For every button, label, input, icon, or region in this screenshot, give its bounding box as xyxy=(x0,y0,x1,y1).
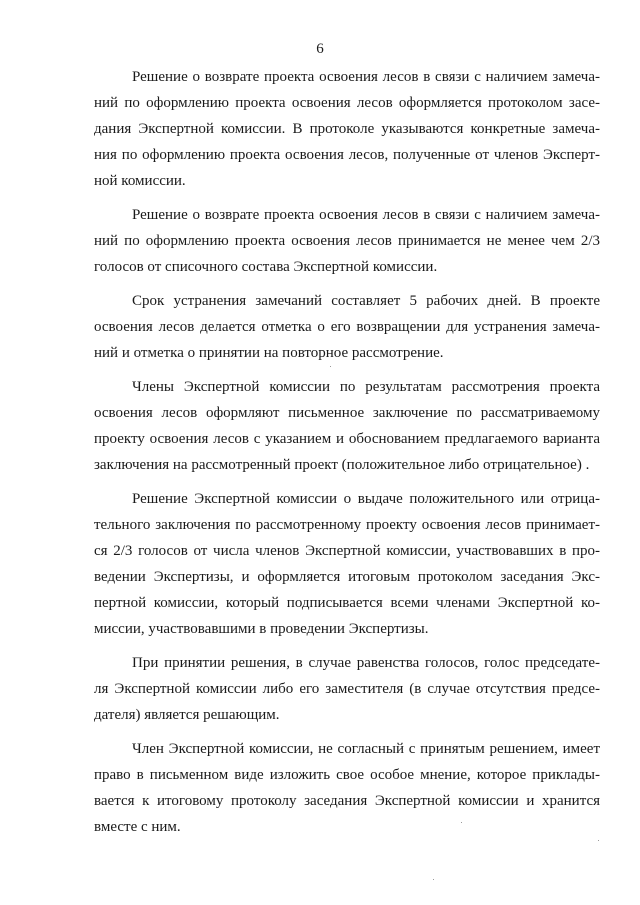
text-line: право в письменном виде изложить свое особое мнение, которое приклады- xyxy=(94,767,600,783)
text-line: дания Экспертной комиссии. В протоколе указываются конкретные замеча- xyxy=(94,121,600,137)
text-line: ной комиссии. xyxy=(94,173,186,189)
text-line: голосов от списочного состава Экспертной комиссии. xyxy=(94,259,438,275)
text-line: миссии, участвовавшими в проведении Экспертизы. xyxy=(94,621,429,637)
text-line: Срок устранения замечаний составляет 5 рабочих дней. В проекте xyxy=(132,293,600,309)
text-line: ний и отметка о принятии на повторное рассмотрение. xyxy=(94,345,444,361)
text-line: Решение о возврате проекта освоения лесов в связи с наличием замеча- xyxy=(132,69,600,85)
paragraph-1 xyxy=(94,64,600,194)
text-line: ся 2/3 голосов от числа членов Экспертной комиссии, участвовавших в про- xyxy=(94,543,600,559)
scan-speck xyxy=(330,366,331,367)
text-line: Решение о возврате проекта освоения лесов в связи с наличием замеча- xyxy=(132,207,600,223)
paragraph-4 xyxy=(94,374,600,478)
text-line: вается к итоговому протоколу заседания Экспертной комиссии и хранится xyxy=(94,793,600,809)
paragraph-5 xyxy=(94,486,600,642)
text-line: проекту освоения лесов с указанием и обоснованием предлагаемого варианта xyxy=(94,431,600,447)
body-text xyxy=(94,64,600,848)
page-number: 6 xyxy=(316,41,324,57)
scan-speck xyxy=(598,840,599,841)
paragraph-2 xyxy=(94,202,600,280)
scan-speck xyxy=(433,879,434,880)
text-line: пертной комиссии, который подписывается всеми членами Экспертной ко- xyxy=(94,595,600,611)
text-line: освоения лесов делается отметка о его возвращении для устранения замеча- xyxy=(94,319,600,335)
text-line: Член Экспертной комиссии, не согласный с принятым решением, имеет xyxy=(132,741,600,757)
text-line: Решение Экспертной комиссии о выдаче положительного или отрица- xyxy=(132,491,600,507)
paragraph-3 xyxy=(94,288,600,366)
text-line: освоения лесов оформляют письменное заключение по рассматриваемому xyxy=(94,405,600,421)
paragraph-7 xyxy=(94,736,600,840)
text-line: ния по оформлению проекта освоения лесов, полученные от членов Эксперт- xyxy=(94,147,600,163)
text-line: заключения на рассмотренный проект (положительное либо отрицательное) . xyxy=(94,457,590,473)
text-line: ний по оформлению проекта освоения лесов принимается не менее чем 2/3 xyxy=(94,233,600,249)
text-line: дателя) является решающим. xyxy=(94,707,280,723)
text-line: ний по оформлению проекта освоения лесов оформляется протоколом засе- xyxy=(94,95,600,111)
scan-speck xyxy=(461,822,462,823)
text-line: Члены Экспертной комиссии по результатам рассмотрения проекта xyxy=(132,379,600,395)
text-line: вместе с ним. xyxy=(94,819,181,835)
text-line: тельного заключения по рассмотренному проекту освоения лесов принимает- xyxy=(94,517,600,533)
paragraph-6 xyxy=(94,650,600,728)
text-line: ля Экспертной комиссии либо его заместителя (в случае отсутствия предсе- xyxy=(94,681,600,697)
text-line: ведении Экспертизы, и оформляется итоговым протоколом заседания Экс- xyxy=(94,569,600,585)
text-line: При принятии решения, в случае равенства голосов, голос председате- xyxy=(132,655,600,671)
